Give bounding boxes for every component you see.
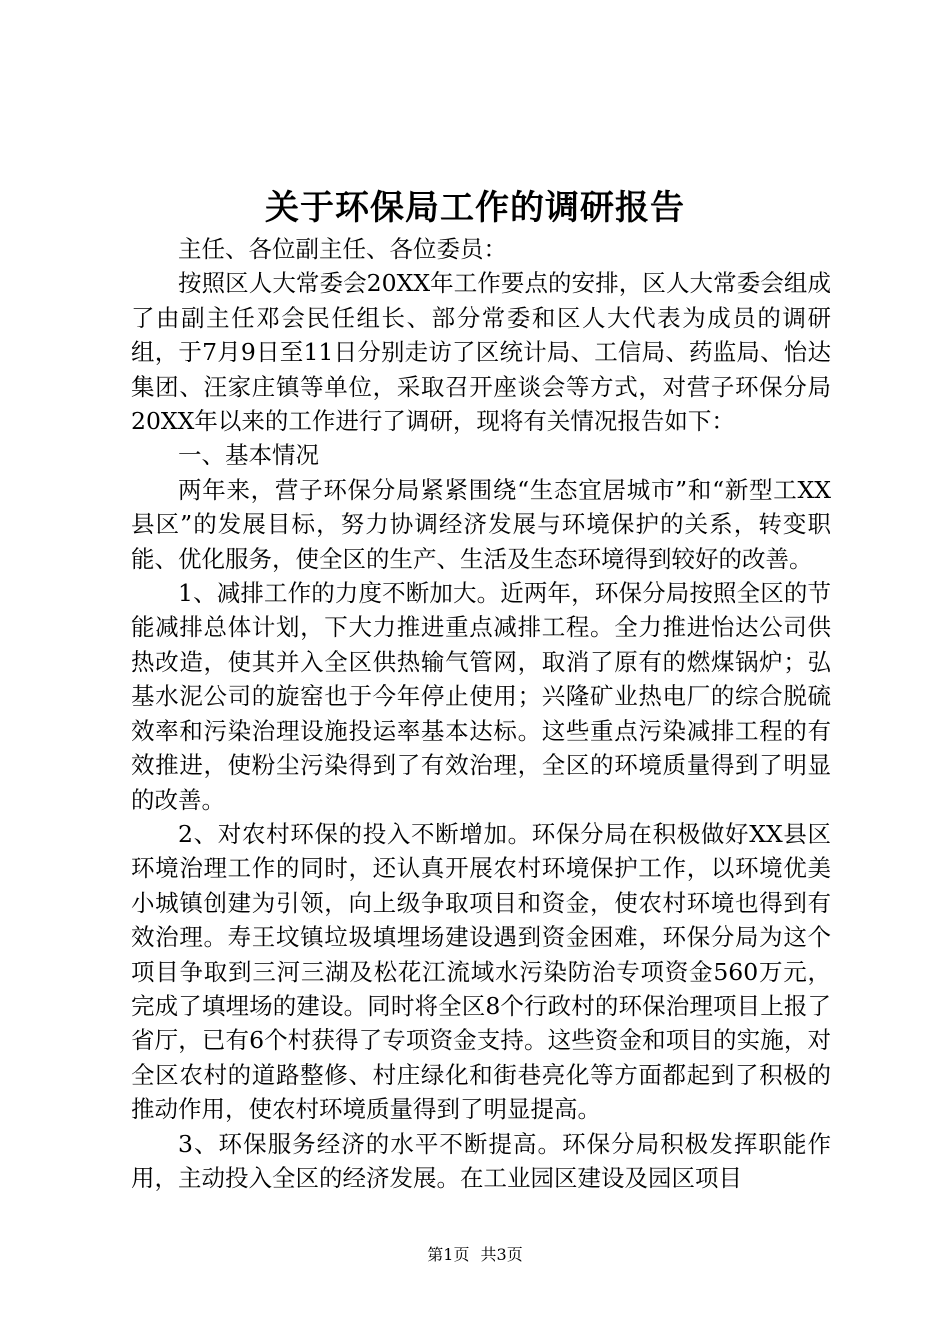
- section-heading: 一、基本情况: [178, 441, 319, 470]
- intro-paragraph: 按照区人大常委会20XX年工作要点的安排，区人大常委会组成了由副主任邓会民任组长、部分常委和区人大代表为成员的调研组，于7月9日至11日分别走访了区统计局、工信局、药监局、怡达集团、汪家庄镇等单位，采取召开座谈会等方式，对营子环保分局20XX年以来的工作进行了调研，现将有关情况报告如下：: [131, 269, 831, 436]
- rural-investment-paragraph: 2、对农村环保的投入不断增加。环保分局在积极做好XX县区环境治理工作的同时，还认真开展农村环境保护工作，以环境优美小城镇创建为引领，向上级争取项目和资金，使农村环境也得到有效治理。寿王坟镇垃圾填埋场建设遇到资金困难，环保分局为这个项目争取到三河三湖及松花江流域水污染防治专项资金560万元，完成了填埋场的建设。同时将全区8个行政村的环保治理项目上报了省厅，已有6个村获得了专项资金支持。这些资金和项目的实施，对全区农村的道路整修、村庄绿化和街巷亮化等方面都起到了积极的推动作用，使农村环境质量得到了明显提高。: [131, 819, 831, 1124]
- page-number-footer: 第1页 共3页: [427, 1245, 523, 1264]
- economic-service-paragraph: 3、环保服务经济的水平不断提高。环保分局积极发挥职能作用，主动投入全区的经济发展。在工业园区建设及园区项目: [131, 1129, 831, 1192]
- document-title: 关于环保局工作的调研报告: [265, 188, 685, 228]
- document-body: [131, 232, 831, 1195]
- emission-reduction-paragraph: 1、减排工作的力度不断加大。近两年，环保分局按照全区的节能减排总体计划，下大力推进重点减排工程。全力推进怡达公司供热改造，使其并入全区供热输气管网，取消了原有的燃煤锅炉；弘基水泥公司的旋窑也于今年停止使用；兴隆矿业热电厂的综合脱硫效率和污染治理设施投运率基本达标。这些重点污染减排工程的有效推进，使粉尘污染得到了有效治理，全区的环境质量得到了明显的改善。: [131, 579, 831, 814]
- overview-paragraph: 两年来，营子环保分局紧紧围绕“生态宜居城市”和“新型工XX县区”的发展目标，努力协调经济发展与环境保护的关系，转变职能、优化服务，使全区的生产、生活及生态环境得到较好的改善。: [131, 475, 831, 573]
- salutation-paragraph: 主任、各位副主任、各位委员：: [178, 235, 507, 263]
